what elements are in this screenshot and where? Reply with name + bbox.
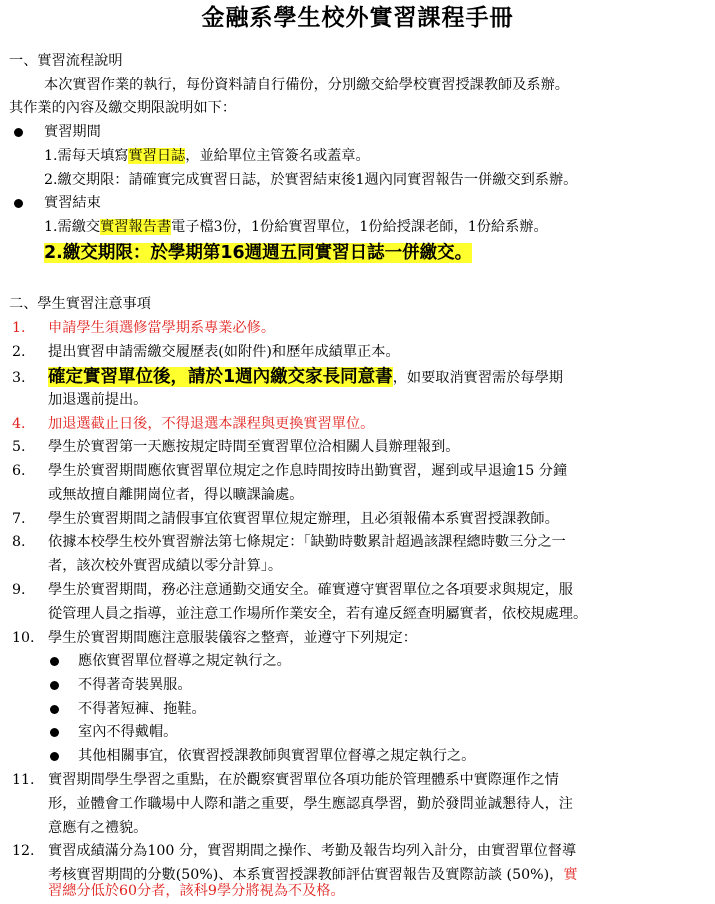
item-3-text-line2: 加退選前提出。 [48,392,148,408]
page-title: 金融系學生校外實習課程手冊 [201,5,514,31]
item-number: 3. [12,370,26,386]
bullet-icon [50,657,59,666]
item-9-text: 學生於實習期間，務必注意通勤交通安全。確實遵守實習單位之各項要求與規定，服 [48,582,573,598]
item-2-text: 提出實習申請需繳交履歷表(如附件)和歷年成績單正本。 [48,344,400,360]
item-number: 8. [12,534,26,550]
period-label: 實習期間 [44,124,101,140]
item-number: 1. [12,320,26,336]
dress-rule: 室內不得戴帽。 [78,724,178,740]
end-item2 [44,240,472,266]
section1-intro-line2: 其作業的內容及繳交期限說明如下： [9,100,237,116]
bullet-icon [50,728,59,737]
item-12-text-line3: 習總分低於60分者，該科9學分將視為不及格。 [48,883,345,899]
end-item2-highlight: 2.繳交期限：於學期第16週週五同實習日誌一併繳交。 [44,243,473,263]
end-item1-post: 電子檔3份，1份給實習單位，1份給授課老師，1份給系辦。 [171,219,548,235]
item-9-text-line2: 從管理人員之指導，並注意工作場所作業安全，若有違反經查明屬實者，依校規處理。 [48,606,588,622]
item-3-highlight: 確定實習單位後，請於1週內繳交家長同意書 [48,367,393,387]
item-11-text-line3: 意應有之禮貌。 [48,820,148,836]
item-number: 4. [12,416,26,432]
end-item1 [44,216,548,240]
item-number: 5. [12,439,26,455]
item-8-text: 依據本校學生校外實習辦法第七條規定：「缺勤時數累計超過該課程總時數三分之一 [48,534,566,550]
item-12-text: 實習成績滿分為100 分，實習期間之操作、考勤及報告均列入計分，由實習單位督導 [48,843,577,859]
bullet-icon [14,199,23,208]
item-8-text-line2: 者，該次校外實習成績以零分計算」。 [48,558,283,574]
dress-rule: 其他相關事宜，依實習授課教師與實習單位督導之規定執行之。 [78,748,476,764]
period-item1-post: ，並給單位主管簽名或蓋章。 [185,148,370,164]
section1-heading: 一、實習流程說明 [9,53,123,69]
item-number: 9. [12,582,26,598]
item-11-text-line2: 形，並體會工作職場中人際和諧之重要，學生應認真學習，勤於發問並誠懇待人，注 [48,796,573,812]
item-number: 6. [12,463,26,479]
dress-rule: 不得著短褲、拖鞋。 [78,701,206,717]
period-item1 [44,145,370,169]
item-number: 2. [12,344,26,360]
item-4-text: 加退選截止日後，不得退選本課程與更換實習單位。 [48,416,375,432]
period-item2: 2.繳交期限：請確實完成實習日誌，於實習結束後1週內同實習報告一併繳交到系辦。 [44,172,578,188]
section2-heading: 二、學生實習注意事項 [9,296,151,312]
bullet-icon [50,705,59,714]
item-number: 10. [12,630,35,646]
dress-rule: 不得著奇裝異服。 [78,677,192,693]
item-11-text: 實習期間學生學習之重點，在於觀察實習單位各項功能於管理體系中實際運作之情 [48,772,559,788]
item-12-line2-red: 實 [563,867,578,883]
bullet-icon [50,752,59,761]
item-3-text [48,364,563,392]
item-6-text-line2: 或無故擅自離開崗位者，得以曠課論處。 [48,487,304,503]
period-item1-highlight: 實習日誌 [128,148,186,164]
bullet-icon [50,681,59,690]
item-5-text: 學生於實習第一天應按規定時間至實習單位洽相關人員辦理報到。 [48,439,460,455]
item-number: 11. [12,772,35,788]
item-12-line2-black: 考核實習期間的分數(50%)、本系實習授課教師評估實習報告及實際訪談 (50%)， [48,867,564,883]
period-item1-pre: 1.需每天填寫 [44,148,129,164]
item-7-text: 學生於實習期間之請假事宜依實習單位規定辦理，且必須報備本系實習授課教師。 [48,511,559,527]
bullet-icon [14,128,23,137]
dress-rule: 應依實習單位督導之規定執行之。 [78,653,291,669]
end-item1-pre: 1.需繳交 [44,219,101,235]
item-10-text: 學生於實習期間應注意服裝儀容之整齊，並遵守下列規定： [48,630,417,646]
item-number: 7. [12,511,26,527]
section1-intro-line1: 本次實習作業的執行，每份資料請自行備份，分別繳交給學校實習授課教師及系辦。 [44,77,569,93]
item-1-text: 申請學生須選修當學期系專業必修。 [48,320,276,336]
end-label: 實習結束 [44,195,101,211]
item-3-post: ，如要取消實習需於每學期 [392,370,563,386]
end-item1-highlight: 實習報告書 [100,219,172,235]
item-6-text: 學生於實習期間應依實習單位規定之作息時間按時出勤實習，遲到或早退逾15 分鐘 [48,463,568,479]
item-number: 12. [12,843,35,859]
